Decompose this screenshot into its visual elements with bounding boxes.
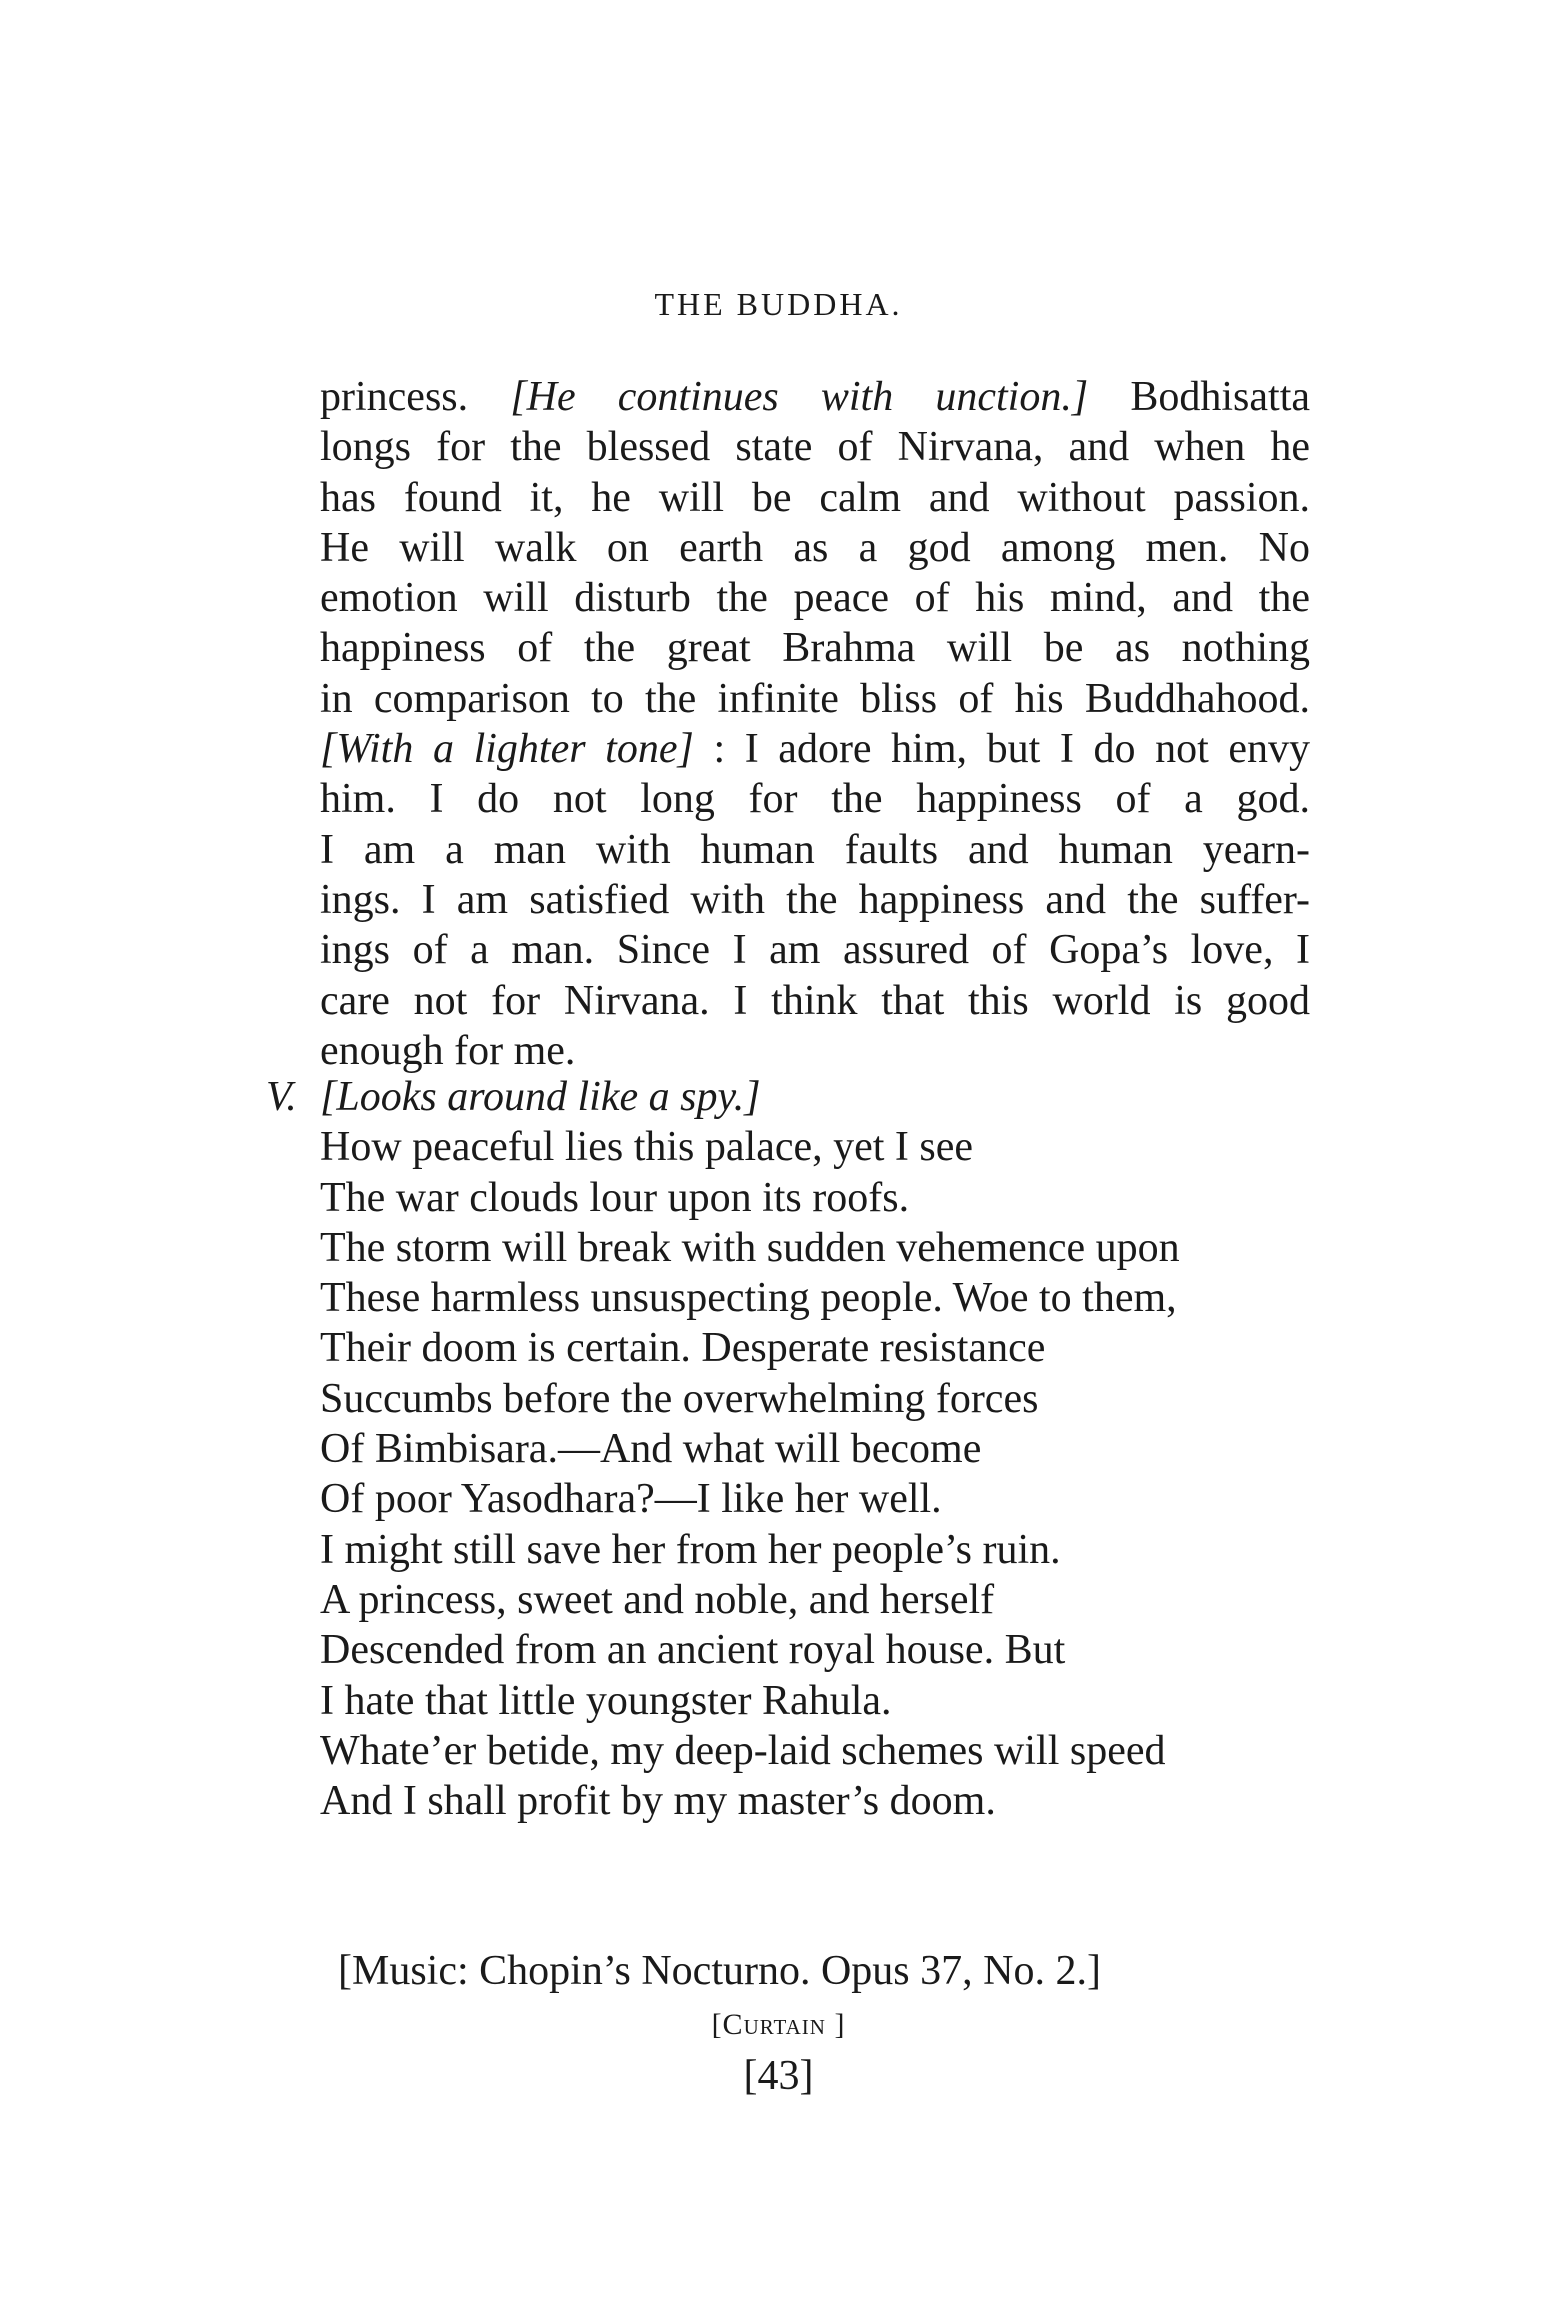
- verse-line: The storm will break with sudden vehemence upon: [320, 1224, 1180, 1271]
- stage-direction: [With a lighter tone]: [320, 726, 694, 773]
- prose-line: care not for Nirvana. I think that this world is good: [320, 977, 1310, 1024]
- music-cue: [Music: Chopin’s Nocturno. Opus 37, No. 2.]: [338, 1948, 1101, 1994]
- prose-line: longs for the blessed state of Nirvana, and when he: [320, 424, 1310, 471]
- verse-line: How peaceful lies this palace, yet I see: [320, 1124, 974, 1171]
- stage-direction: [Looks around like a spy.]: [320, 1074, 761, 1120]
- page-number: [43]: [743, 2053, 814, 2099]
- verse-line: Succumbs before the overwhelming forces: [320, 1375, 1039, 1422]
- prose-line: in comparison to the infinite bliss of his Buddhahood.: [320, 675, 1310, 722]
- speaker-label: V.: [266, 1074, 297, 1120]
- verse-line: Whate’er betide, my deep-laid schemes will speed: [320, 1727, 1166, 1774]
- prose-line: ings of a man. Since I am assured of Gopa’s love, I: [320, 927, 1310, 974]
- prose-paragraph: [320, 372, 1310, 1076]
- verse-line: A princess, sweet and noble, and herself: [320, 1576, 995, 1623]
- verse-line: I might still save her from her people’s ruin.: [320, 1526, 1061, 1573]
- prose-line: princess. [He continues with unction.] Bodhisatta: [320, 374, 1311, 420]
- prose-line: happiness of the great Brahma will be as nothing: [320, 625, 1310, 672]
- prose-line: him. I do not long for the happiness of a god.: [320, 776, 1310, 823]
- running-head: THE BUDDHA.: [654, 286, 903, 322]
- prose-line: I am a man with human faults and human yearn-: [320, 826, 1310, 873]
- prose-line: ings. I am satisfied with the happiness and the suffer-: [320, 876, 1310, 923]
- stage-direction: [He continues with unction.]: [510, 374, 1089, 420]
- verse-line: Of poor Yasodhara?—I like her well.: [320, 1476, 942, 1523]
- verse-line: Of Bimbisara.—And what will become: [320, 1426, 982, 1473]
- verse-line: And I shall profit by my master’s doom.: [320, 1778, 996, 1825]
- verse-line: The war clouds lour upon its roofs.: [320, 1174, 910, 1221]
- prose-line: enough for me.: [320, 1027, 576, 1074]
- verse-line: These harmless unsuspecting people. Woe to them,: [320, 1275, 1177, 1322]
- prose-line: He will walk on earth as a god among men. No: [320, 524, 1310, 571]
- curtain-direction: [Curtain ]: [711, 2008, 846, 2041]
- verse-line: Descended from an ancient royal house. But: [320, 1627, 1066, 1674]
- prose-line: emotion will disturb the peace of his mind, and the: [320, 575, 1310, 622]
- prose-line: has found it, he will be calm and without passion.: [320, 474, 1310, 521]
- verse-line: I hate that little youngster Rahula.: [320, 1677, 892, 1724]
- verse: [320, 1122, 1180, 1826]
- prose-line: [With a lighter tone] : I adore him, but I do not envy: [320, 726, 1311, 773]
- verse-line: Their doom is certain. Desperate resistance: [320, 1325, 1046, 1372]
